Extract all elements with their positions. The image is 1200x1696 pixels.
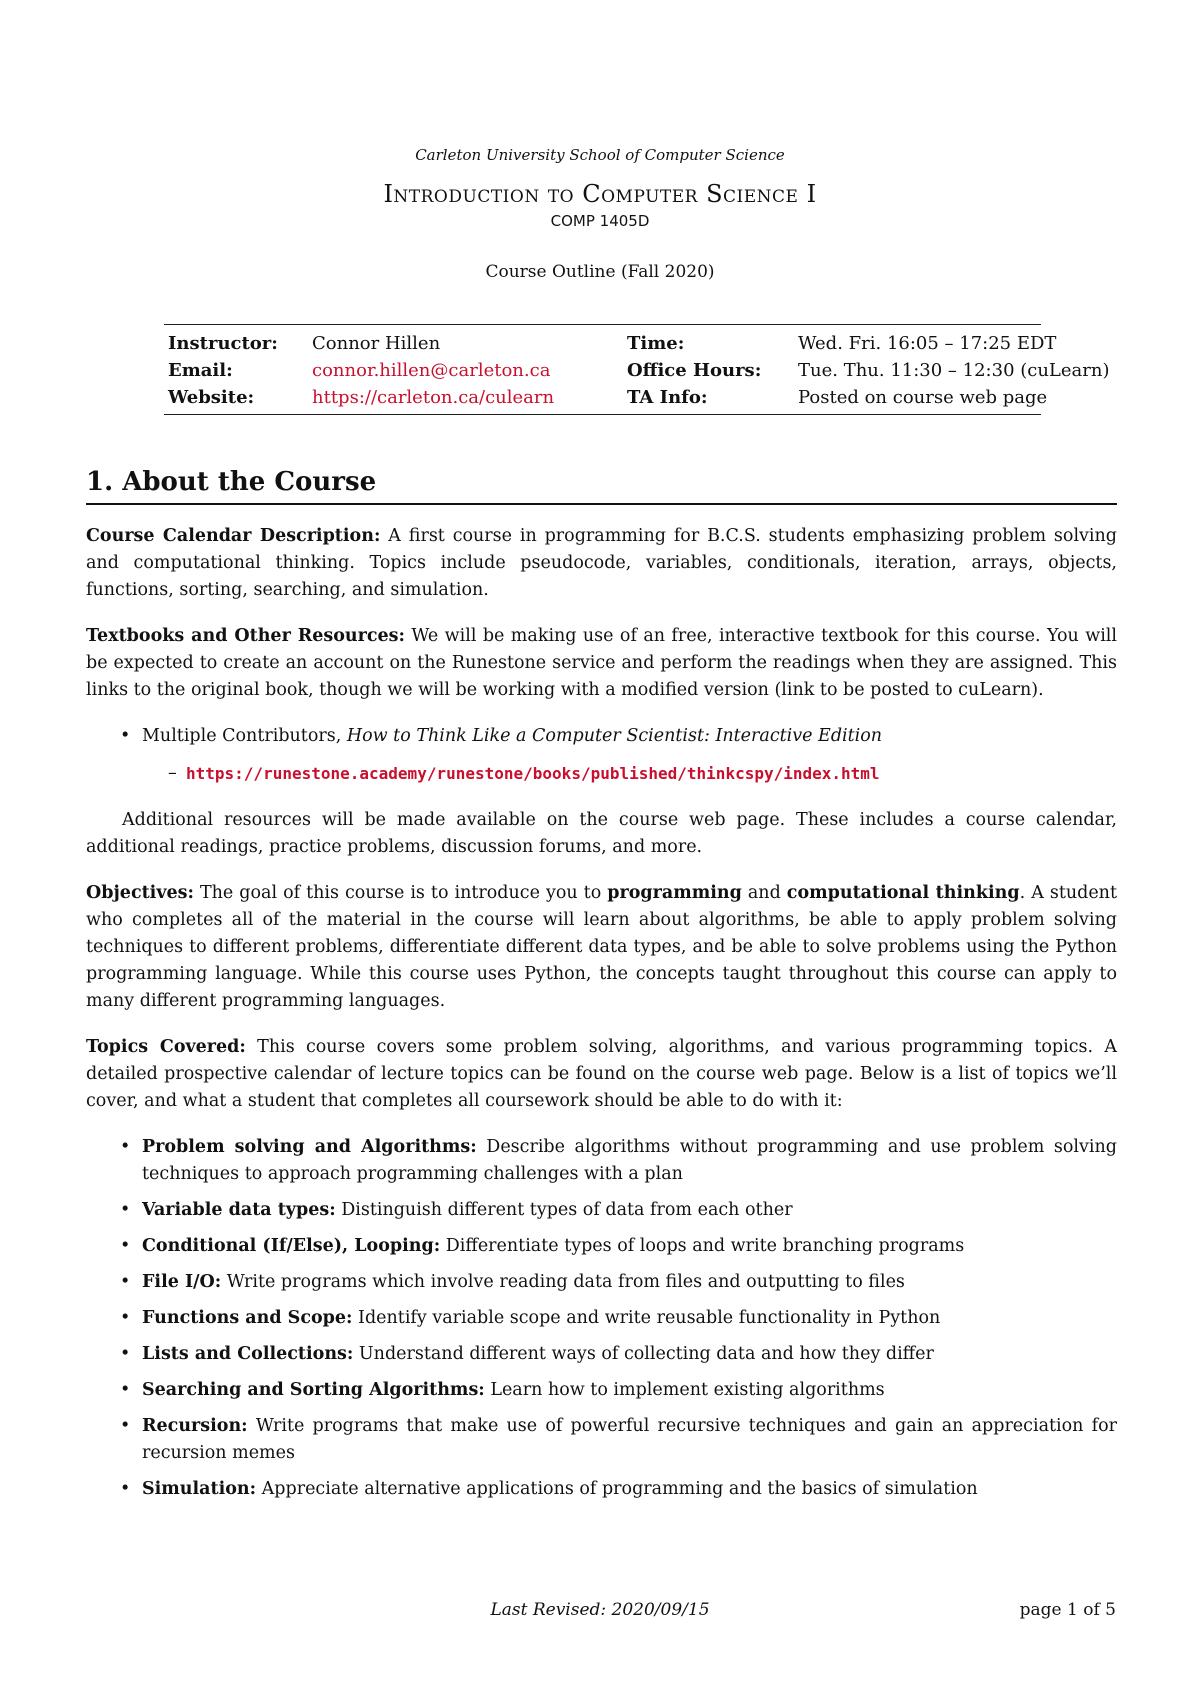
topic-label: Simulation: [142,1479,257,1499]
section-heading: 1. About the Course [86,467,377,497]
topic-text: Appreciate alternative applications of programming and the basics of simulation [256,1479,978,1499]
list-item [86,1134,1117,1188]
objectives-emphasis: programming [607,883,742,903]
time-label: Time: [627,333,685,354]
list-item [86,1197,1117,1224]
list-item [86,1476,1117,1503]
book-title: How to Think Like a Computer Scientist: Interactive Edition [346,726,883,746]
section-rule [86,503,1117,505]
bullet-icon: • [120,1200,131,1220]
objectives-text: and [741,883,787,903]
bullet-icon: • [120,1416,131,1436]
office-hours-label: Office Hours: [627,360,762,381]
topic-label: File I/O: [142,1272,222,1292]
bullet-icon: • [120,1479,131,1499]
school-name: Carleton University School of Computer Science [415,146,785,164]
topic-text: Understand different ways of collecting data and how they differ [353,1344,934,1364]
list-item [86,1341,1117,1368]
additional-paragraph: Additional resources will be made available on the course web page. These includes a course calendar, additional readings, practice problems, discussion forums, and more. [86,810,1117,857]
textbooks-label: Textbooks and Other Resources: [86,626,405,646]
list-item [86,1305,1117,1332]
objectives-paragraph [86,880,1117,1015]
book-url-link[interactable]: https://runestone.academy/runestone/books/published/thinkcspy/index.html [186,764,880,783]
course-title: Introduction to Computer Science I [383,180,817,208]
topic-label: Searching and Sorting Algorithms: [142,1380,485,1400]
course-code: COMP 1405D [550,212,650,230]
bullet-icon: • [120,1380,131,1400]
objectives-text: The goal of this course is to introduce you to [193,883,608,903]
list-item [86,1377,1117,1404]
info-bottom-rule [164,414,1041,415]
topic-text: Write programs that make use of powerful recursive techniques and gain an appreciation for recursion memes [142,1416,1117,1463]
list-item [86,1269,1117,1296]
bullet-icon: • [120,1308,131,1328]
outline-subtitle: Course Outline (Fall 2020) [485,262,715,282]
objectives-emphasis: computational thinking [786,883,1020,903]
topic-text: Write programs which involve reading data from files and outputting to files [221,1272,905,1292]
ta-info-label: TA Info: [627,387,708,408]
instructor-label: Instructor: [168,333,278,354]
topic-label: Functions and Scope: [142,1308,353,1328]
section-body [86,523,1117,1522]
topic-label: Conditional (If/Else), Looping: [142,1236,441,1256]
website-label: Website: [168,387,255,408]
bullet-icon: • [120,1344,131,1364]
topic-label: Lists and Collections: [142,1344,354,1364]
website-link[interactable]: https://carleton.ca/culearn [312,387,555,408]
info-table [168,330,1128,411]
topic-text: Differentiate types of loops and write branching programs [440,1236,965,1256]
bullet-icon: • [120,1236,131,1256]
book-authors: Multiple Contributors, [142,726,347,746]
objectives-text: . A student who completes all of the material in the course will learn about algorithms, be able to apply problem solving techniques to different problems, differentiate different data types, and be able to solve problems using the Python programming language. While this course uses Python, the concepts taught throughout this course can apply to many different programming languages. [86,883,1117,1011]
topics-label: Topics Covered: [86,1037,246,1057]
info-row [168,330,1128,357]
dash-icon: – [168,763,177,783]
list-item [86,723,1117,750]
topics-paragraph [86,1034,1117,1115]
textbooks-paragraph [86,623,1117,704]
office-hours-value: Tue. Thu. 11:30 – 12:30 (cuLearn) [798,360,1110,381]
topic-label: Problem solving and Algorithms: [142,1137,477,1157]
topic-label: Recursion: [142,1416,248,1436]
list-item [86,1413,1117,1467]
topic-label: Variable data types: [142,1200,336,1220]
calendar-label: Course Calendar Description: [86,526,381,546]
topic-text: Identify variable scope and write reusable functionality in Python [352,1308,941,1328]
topic-text: Distinguish different types of data from each other [335,1200,793,1220]
time-value: Wed. Fri. 16:05 – 17:25 EDT [798,333,1057,354]
instructor-value: Connor Hillen [312,333,441,354]
last-revised: Last Revised: 2020/09/15 [490,1600,710,1620]
book-list [86,723,1117,750]
book-sublist [86,760,1117,788]
objectives-label: Objectives: [86,883,194,903]
bullet-icon: • [120,726,131,746]
list-item [86,1233,1117,1260]
info-row [168,357,1128,384]
info-row [168,384,1128,411]
topic-text: Learn how to implement existing algorithms [484,1380,885,1400]
email-link[interactable]: connor.hillen@carleton.ca [312,360,551,381]
bullet-icon: • [120,1272,131,1292]
topic-text: Describe algorithms without programming and use problem solving techniques to approach programming challenges with a plan [142,1137,1117,1184]
info-top-rule [164,324,1041,325]
calendar-text: A first course in programming for B.C.S. students emphasizing problem solving and computational thinking. Topics include pseudocode, variables, conditionals, iteration, arrays, objects, functions, sorting, searching, and simulation. [86,526,1117,600]
email-label: Email: [168,360,233,381]
ta-info-value: Posted on course web page [798,387,1048,408]
calendar-paragraph [86,523,1117,604]
page-number: page 1 of 5 [1019,1600,1116,1620]
textbooks-text: We will be making use of an free, interactive textbook for this course. You will be expected to create an account on the Runestone service and perform the readings when they are assigned. This links to the original book, though we will be working with a modified version (link to be posted to cuLearn). [86,626,1117,700]
topics-text: This course covers some problem solving, algorithms, and various programming topics. A detailed prospective calendar of lecture topics can be found on the course web page. Below is a list of topics we’ll cover, and what a student that completes all coursework should be able to do with it: [86,1037,1117,1111]
bullet-icon: • [120,1137,131,1157]
topics-list [86,1134,1117,1503]
